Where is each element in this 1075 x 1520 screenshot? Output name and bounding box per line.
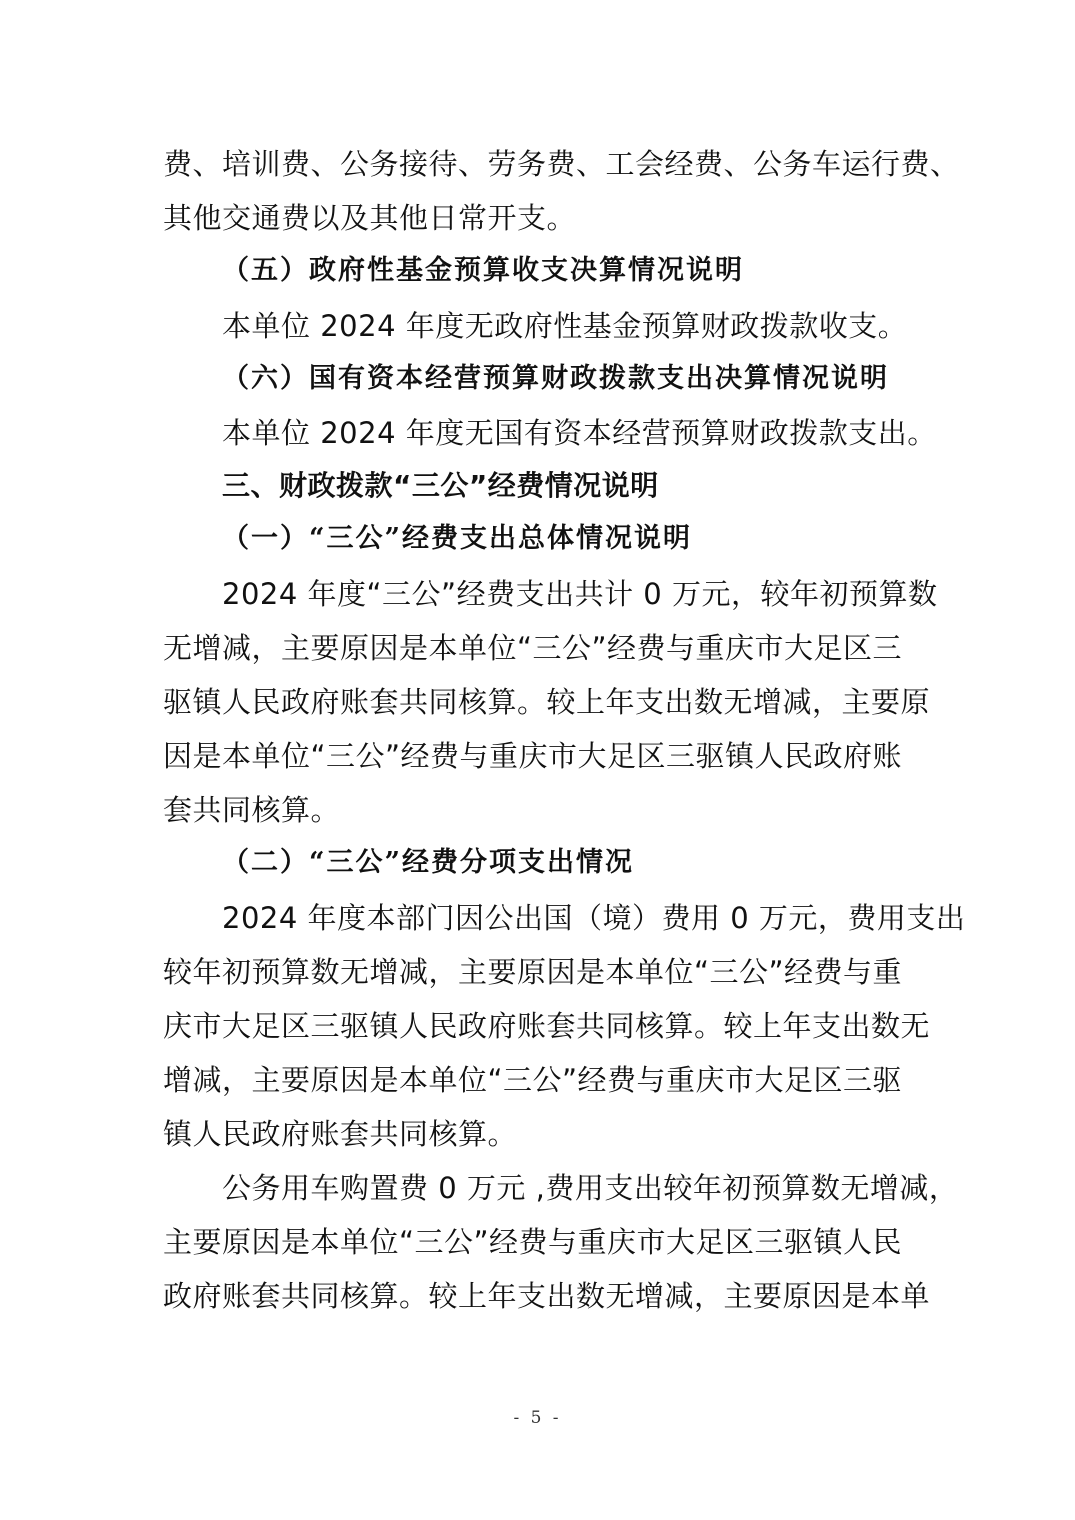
paragraph-line: 镇人民政府账套共同核算。 (163, 1117, 518, 1151)
section-heading: （五）政府性基金预算收支决算情况说明 (222, 255, 744, 286)
section-heading: （六）国有资本经营预算财政拨款支出决算情况说明 (222, 363, 889, 394)
paragraph-line: 本单位 2024 年度无政府性基金预算财政拨款收支。 (222, 309, 908, 343)
paragraph-line: 其他交通费以及其他日常开支。 (163, 201, 577, 235)
page-number: - 5 - (513, 1408, 562, 1428)
paragraph-line: 驱镇人民政府账套共同核算。较上年支出数无增减，主要原 (163, 685, 931, 719)
paragraph-line: 2024 年度“三公”经费支出共计 0 万元，较年初预算数 (222, 577, 938, 611)
section-heading: （一）“三公”经费支出总体情况说明 (222, 523, 693, 554)
paragraph-line: 政府账套共同核算。较上年支出数无增减，主要原因是本单 (163, 1279, 931, 1313)
paragraph-line: 较年初预算数无增减，主要原因是本单位“三公”经费与重 (163, 955, 903, 989)
paragraph-line: 本单位 2024 年度无国有资本经营预算财政拨款支出。 (222, 416, 937, 450)
paragraph-line: 增减，主要原因是本单位“三公”经费与重庆市大足区三驱 (163, 1063, 903, 1097)
paragraph-line: 2024 年度本部门因公出国（境）费用 0 万元，费用支出 (222, 901, 966, 935)
paragraph-line: 套共同核算。 (163, 793, 341, 827)
paragraph-line: 费、培训费、公务接待、劳务费、工会经费、公务车运行费、 (163, 147, 960, 181)
paragraph-line: 公务用车购置费 0 万元 ,费用支出较年初预算数无增减， (222, 1171, 959, 1205)
section-heading: （二）“三公”经费分项支出情况 (222, 847, 635, 878)
chapter-heading: 三、财政拨款“三公”经费情况说明 (222, 469, 659, 502)
paragraph-line: 主要原因是本单位“三公”经费与重庆市大足区三驱镇人民 (163, 1225, 903, 1259)
paragraph-line: 无增减，主要原因是本单位“三公”经费与重庆市大足区三 (163, 631, 903, 665)
paragraph-line: 庆市大足区三驱镇人民政府账套共同核算。较上年支出数无 (163, 1009, 931, 1043)
paragraph-line: 因是本单位“三公”经费与重庆市大足区三驱镇人民政府账 (163, 739, 903, 773)
